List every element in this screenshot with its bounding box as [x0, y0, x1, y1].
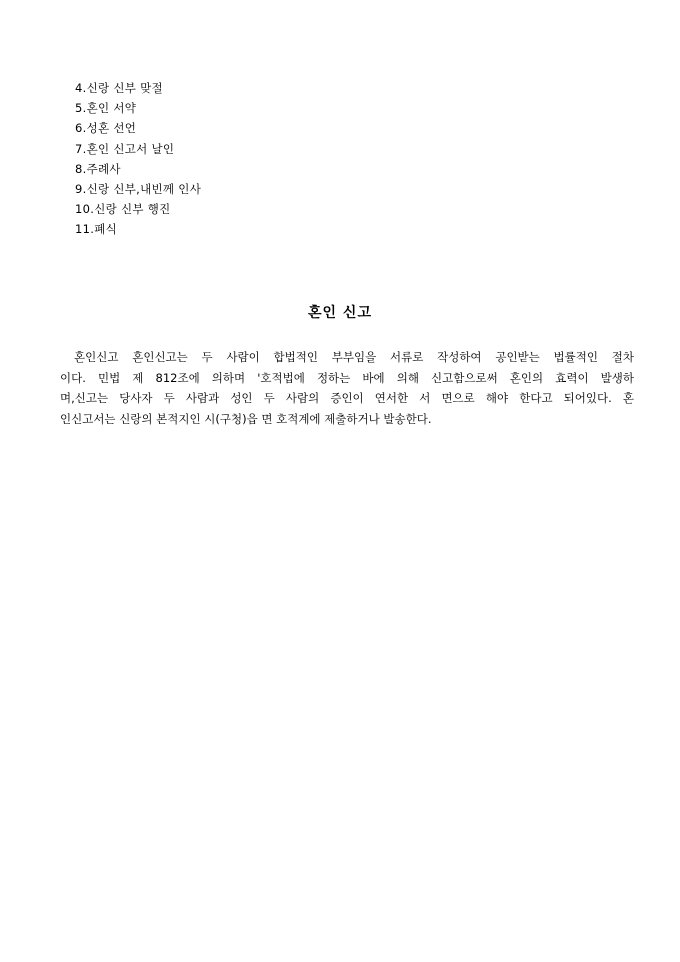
paragraph-line: 이다. 민법 제 812조에 의하며 '호적법에 정하는 바에 의해 신고함으로써 혼인의 효력이 발생하 [60, 370, 634, 385]
list-item: 10.신랑 신부 행진 [75, 202, 171, 217]
paragraph-line: 인신고서는 신랑의 본적지인 시(구청)읍 면 호적계에 제출하거나 발송한다. [60, 411, 432, 426]
paragraph-line: 혼인신고 혼인신고는 두 사람이 합법적인 부부임을 서류로 작성하여 공인받는 법률적인 절차 [74, 350, 634, 364]
list-item: 6.성혼 선언 [75, 121, 137, 136]
ceremony-order-list [75, 78, 201, 240]
list-item: 5.혼인 서약 [75, 101, 137, 116]
list-item: 11.폐식 [75, 222, 118, 237]
body-paragraph [60, 347, 634, 429]
paragraph-line: 며,신고는 당사자 두 사람과 성인 두 사람의 증인이 연서한 서 면으로 해야 한다고 되어있다. 혼 [60, 391, 634, 405]
section-heading: 혼인 신고 [308, 305, 372, 321]
list-item: 7.혼인 신고서 날인 [75, 141, 175, 156]
list-item: 9.신랑 신부,내빈께 인사 [75, 181, 202, 196]
list-item: 4.신랑 신부 맞절 [75, 81, 163, 95]
list-item: 8.주례사 [75, 161, 121, 176]
